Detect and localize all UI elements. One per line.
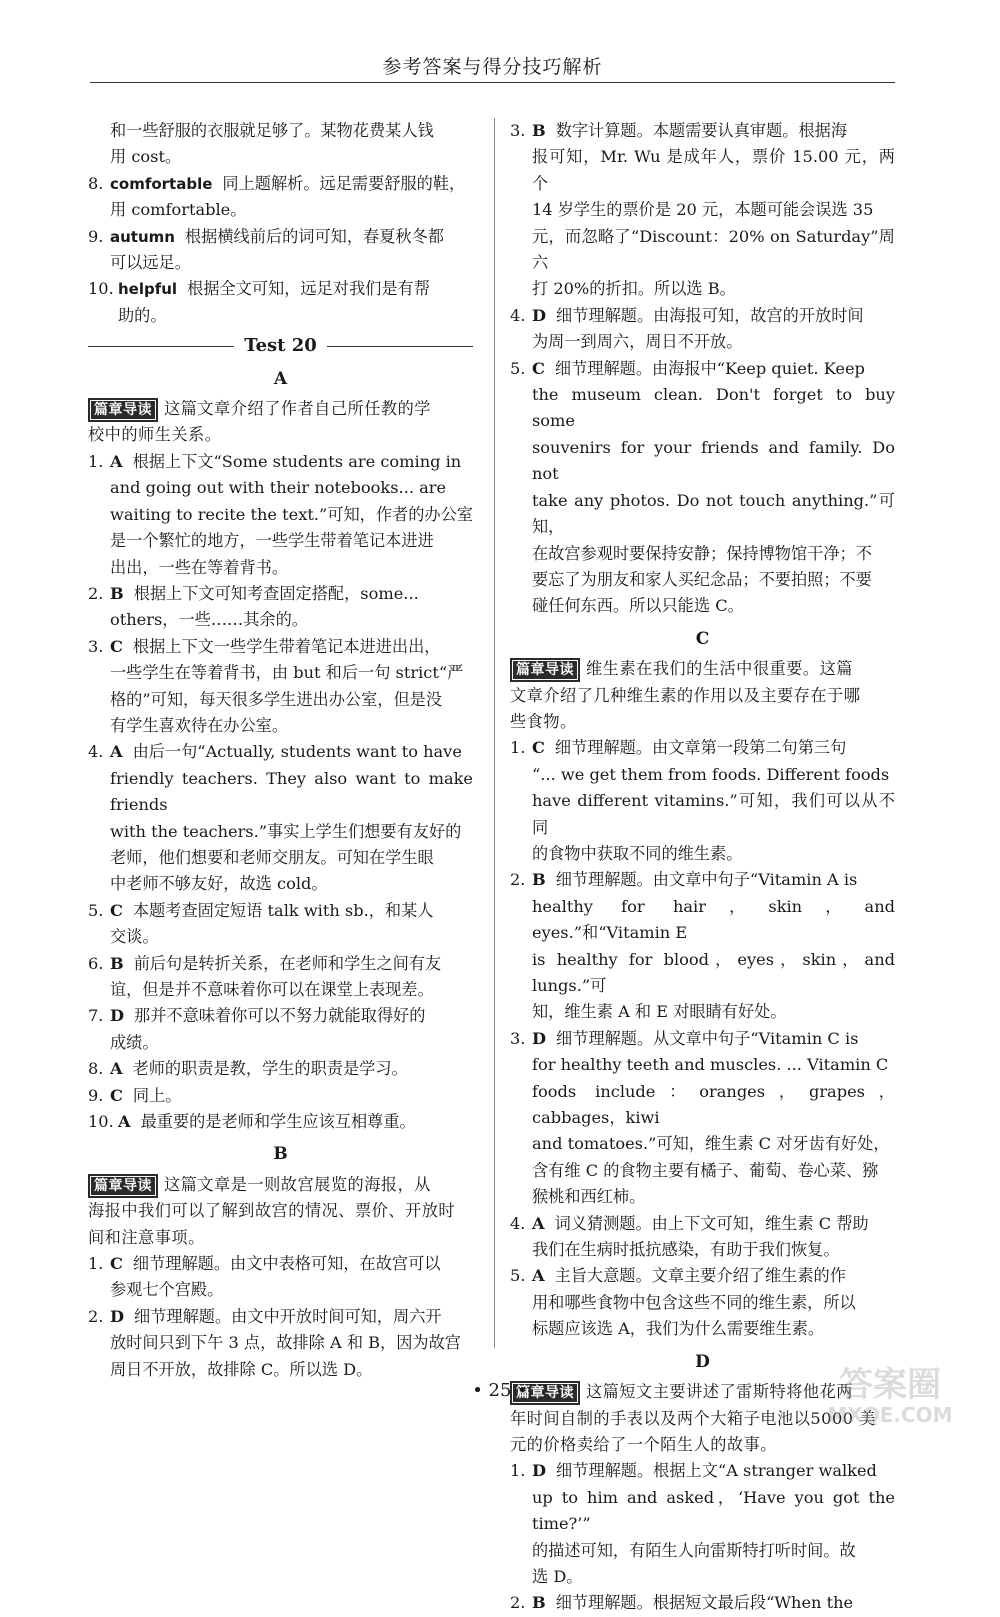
- item-number: 10.: [88, 1112, 114, 1132]
- page-header-title: 参考答案与得分技巧解析: [382, 56, 603, 78]
- watermark-text: 答案圈: [839, 1365, 941, 1405]
- item-line: 有学生喜欢待在办公室。: [110, 715, 289, 735]
- answer-key: C: [532, 738, 545, 758]
- item-line: 可以远足。: [110, 253, 191, 273]
- answer-item: [510, 1263, 895, 1342]
- item-body: [532, 1211, 895, 1264]
- item-line: D 那并不意味着你可以不努力就能取得好的: [110, 1006, 426, 1026]
- item-line: 14 岁学生的票价是 20 元，本题可能会误选 35: [532, 200, 874, 220]
- continuation-line: 用 cost。: [110, 147, 182, 167]
- item-line: 格的”可知，每天很多学生进出办公室，但是没: [110, 689, 443, 709]
- item-body: [110, 1056, 473, 1082]
- answer-key: C: [110, 1085, 123, 1105]
- item-line: C 同上。: [110, 1085, 182, 1105]
- intro-line: 篇章导读 这篇短文主要讲述了雷斯特将他花两: [510, 1379, 895, 1405]
- item-line: 含有维 C 的食物主要有橘子、葡萄、卷心菜、猕: [532, 1160, 879, 1180]
- item-body: [532, 356, 895, 620]
- item-line: 标题应该选 A，我们为什么需要维生素。: [532, 1319, 825, 1339]
- item-line: 在故宫参观时要保持安静；保持博物馆干净；不: [532, 543, 872, 563]
- watermark-sub: MXQE.COM: [827, 1403, 953, 1427]
- item-body: [110, 224, 473, 277]
- section-intro: [510, 656, 895, 735]
- intro-line: 篇章导读 维生素在我们的生活中很重要。这篇: [510, 656, 895, 682]
- title-rule-right: [327, 346, 473, 347]
- item-line: 交谈。: [110, 927, 159, 947]
- item-line: A 老师的职责是教，学生的职责是学习。: [110, 1059, 408, 1079]
- item-body: [110, 1251, 473, 1304]
- item-line: with the teachers.”事实上学生们想要有友好的: [110, 821, 462, 841]
- item-line: up to him and asked，‘Have you got the time?’”: [532, 1487, 895, 1534]
- watermark-logo: [800, 1358, 980, 1428]
- section-intro: [88, 396, 473, 449]
- section-letter: C: [695, 628, 710, 649]
- item-line: 知，维生素 A 和 E 对眼睛有好处。: [532, 1002, 787, 1022]
- item-line: 老师，他们想要和老师交朋友。可知在学生眼: [110, 847, 434, 867]
- answer-item: [510, 1211, 895, 1264]
- item-line: B 细节理解题。根据短文最后段“When the: [532, 1593, 854, 1613]
- item-line: 周日不开放，故排除 C。所以选 D。: [110, 1359, 373, 1379]
- answer-key: C: [110, 1254, 123, 1274]
- guide-badge: 篇章导读: [510, 658, 580, 682]
- item-line: the museum clean. Don't forget to buy some: [532, 385, 895, 431]
- item-line: B 前后句是转折关系，在老师和学生之间有友: [110, 953, 442, 973]
- item-line: waiting to recite the text.”可知，作者的办公室: [110, 504, 473, 524]
- answer-key: C: [110, 636, 123, 656]
- answer-item: [88, 898, 473, 951]
- item-line: 是一个繁忙的地方，一些学生带着笔记本进进: [110, 531, 434, 551]
- section-letter: A: [273, 368, 288, 389]
- item-line: foods include：oranges，grapes，cabbages，kiwi: [532, 1081, 895, 1128]
- item-line: 谊，但是并不意味着你可以在课堂上表现差。: [110, 980, 434, 999]
- item-line: C 细节理解题。由文章第一段第二句第三句: [532, 738, 847, 758]
- intro-line: 年时间自制的手表以及两个大箱子电池以5000 美: [510, 1408, 876, 1428]
- item-body: [110, 449, 473, 581]
- item-line: 打 20%的折扣。所以选 B。: [532, 279, 736, 299]
- test-title: [88, 333, 473, 359]
- section-intro: [88, 1172, 473, 1251]
- item-number: 5.: [88, 900, 104, 920]
- item-number: 2.: [510, 870, 526, 890]
- item-line: D 细节理解题。从文章中句子“Vitamin C is: [532, 1028, 859, 1048]
- item-line: A 根据上下文“Some students are coming in: [110, 451, 462, 471]
- item-number: 8.: [88, 173, 104, 193]
- continuation-line: 和一些舒服的衣服就足够了。某物花费某人钱: [110, 121, 434, 140]
- answer-item: [88, 276, 473, 329]
- answer-item: [510, 303, 895, 356]
- intro-line: 校中的师生关系。: [88, 425, 222, 445]
- item-line: 元，而忽略了“Discount：20% on Saturday”周六: [532, 226, 895, 273]
- answer-item: [88, 1056, 473, 1082]
- answer-item: [88, 224, 473, 277]
- item-number: 9.: [88, 1085, 104, 1105]
- item-number: 2.: [88, 583, 104, 603]
- item-body: [532, 867, 895, 1025]
- item-body: [118, 276, 473, 329]
- item-line: for healthy teeth and muscles. ... Vitamin C: [532, 1055, 889, 1075]
- intro-line: 文章介绍了几种维生素的作用以及主要存在于哪: [510, 685, 861, 705]
- answer-key: B: [110, 583, 124, 603]
- item-number: 1.: [510, 1461, 526, 1481]
- item-number: 3.: [510, 121, 526, 140]
- item-number: 2.: [510, 1593, 526, 1613]
- answer-item: [88, 171, 473, 224]
- answer-item: [88, 634, 473, 740]
- answer-item: [510, 356, 895, 620]
- item-line: 参观七个宫殿。: [110, 1280, 224, 1300]
- item-number: 5.: [510, 1266, 526, 1286]
- left-column: [88, 118, 473, 1383]
- item-number: 5.: [510, 358, 526, 378]
- answer-key: B: [532, 1593, 546, 1613]
- intro-line: 篇章导读 这篇文章介绍了作者自己所任教的学: [88, 396, 473, 422]
- item-line: autumn 根据横线前后的词可知，春夏秋冬都: [110, 226, 444, 246]
- item-line: and tomatoes.”可知，维生素 C 对牙齿有好处，: [532, 1134, 890, 1154]
- intro-line: 海报中我们可以了解到故宫的情况、票价、开放时: [88, 1201, 456, 1221]
- item-line: 助的。: [118, 305, 167, 325]
- item-line: 我们在生病时抵抗感染，有助于我们恢复。: [532, 1240, 840, 1260]
- item-line: 出出，一些在等着背书。: [110, 557, 289, 577]
- item-line: 选 D。: [532, 1566, 583, 1586]
- item-body: [532, 303, 895, 356]
- answer-item: [510, 1026, 895, 1211]
- item-line: souvenirs for your friends and family. Do not: [532, 437, 895, 484]
- item-line: 的食物中获取不同的维生素。: [532, 843, 743, 863]
- answer-item: [510, 1590, 895, 1616]
- answer-key: comfortable: [110, 174, 213, 193]
- item-number: 2.: [88, 1306, 104, 1326]
- answer-key: A: [110, 451, 123, 471]
- answer-key: D: [532, 1028, 547, 1048]
- answer-item: [88, 449, 473, 581]
- intro-line: 间和注意事项。: [88, 1227, 205, 1247]
- answer-key: D: [532, 305, 547, 325]
- intro-line: 元的价格卖给了一个陌生人的故事。: [510, 1434, 777, 1454]
- answer-item: [88, 739, 473, 897]
- test-title-label: Test 20: [244, 335, 317, 357]
- answer-key: A: [110, 742, 123, 762]
- item-line: 为周一到周六，周日不开放。: [532, 332, 743, 352]
- item-number: 10.: [88, 279, 114, 299]
- item-line: “... we get them from foods. Different foods: [532, 764, 890, 784]
- answer-item: [510, 867, 895, 1025]
- item-body: [110, 1083, 473, 1109]
- intro-line: 些食物。: [510, 711, 577, 731]
- item-body: [532, 1590, 895, 1616]
- item-line: C 细节理解题。由文中表格可知，在故宫可以: [110, 1254, 441, 1274]
- intro-line: 篇章导读 这篇文章是一则故宫展览的海报，从: [88, 1172, 473, 1198]
- item-body: [110, 1003, 473, 1056]
- item-line: 用 comfortable。: [110, 200, 247, 220]
- answer-item: [510, 735, 895, 867]
- answer-key: C: [110, 900, 123, 920]
- item-line: comfortable 同上题解析。远足需要舒服的鞋，: [110, 173, 466, 193]
- item-number: 1.: [88, 1254, 104, 1274]
- item-body: [110, 171, 473, 224]
- item-line: 的描述可知，有陌生人向雷斯特打听时间。故: [532, 1540, 856, 1560]
- item-number: 7.: [88, 1006, 104, 1026]
- item-line: have different vitamins.”可知，我们可以从不同: [532, 791, 895, 837]
- answer-key: C: [532, 358, 545, 378]
- item-line: 用和哪些食物中包含这些不同的维生素，所以: [532, 1292, 856, 1312]
- answer-item: [88, 1251, 473, 1304]
- item-line: B 细节理解题。由文章中句子“Vitamin A is: [532, 870, 858, 890]
- header-divider: [90, 82, 895, 83]
- item-line: B 根据上下文可知考查固定搭配，some...: [110, 583, 419, 603]
- answer-key: B: [110, 953, 124, 973]
- item-line: helpful 根据全文可知，远足对我们是有帮: [118, 279, 430, 299]
- answer-item: [88, 1083, 473, 1109]
- item-body: [110, 739, 473, 897]
- guide-badge: 篇章导读: [510, 1381, 580, 1405]
- item-line: 碰任何东西。所以只能选 C。: [532, 596, 744, 616]
- answer-key: B: [532, 870, 546, 890]
- page-number: • 25 •: [472, 1380, 528, 1401]
- item-line: B 数字计算题。本题需要认真审题。根据海: [532, 121, 848, 140]
- item-line: D 细节理解题。由文中开放时间可知，周六开: [110, 1306, 442, 1326]
- section-letter: B: [273, 1144, 288, 1165]
- item-line: take any photos. Do not touch anything.”可知，: [532, 490, 895, 537]
- item-number: 1.: [88, 451, 104, 471]
- item-line: 报可知，Mr. Wu 是成年人，票价 15.00 元，两个: [532, 147, 895, 193]
- item-body: [110, 581, 473, 634]
- item-line: A 主旨大意题。文章主要介绍了维生素的作: [532, 1266, 846, 1286]
- item-line: 一些学生在等着背书，由 but 和后一句 strict“严: [110, 663, 464, 683]
- item-line: is healthy for blood，eyes，skin，and lungs.”可: [532, 949, 895, 995]
- guide-badge: 篇章导读: [88, 1174, 158, 1198]
- item-line: 成绩。: [110, 1032, 159, 1052]
- title-rule-left: [88, 346, 234, 347]
- answer-item: [88, 951, 473, 1004]
- answer-key: A: [110, 1059, 123, 1079]
- answer-key: B: [532, 121, 546, 140]
- item-body: [532, 118, 895, 303]
- section-letter: D: [695, 1351, 710, 1372]
- item-number: 4.: [510, 305, 526, 325]
- item-line: C 本题考查固定短语 talk with sb.，和某人: [110, 900, 434, 920]
- item-number: 8.: [88, 1059, 104, 1079]
- item-number: 6.: [88, 953, 104, 973]
- item-number: 4.: [510, 1213, 526, 1233]
- item-line: C 根据上下文一些学生带着笔记本进进出出，: [110, 636, 441, 656]
- item-body: [110, 898, 473, 951]
- item-body: [118, 1109, 473, 1135]
- item-line: 中老师不够友好，故选 cold。: [110, 874, 328, 894]
- answer-key: autumn: [110, 227, 175, 246]
- item-line: healthy for hair，skin，and eyes.”和“Vitamin E: [532, 896, 895, 943]
- item-line: friendly teachers. They also want to make friends: [110, 768, 473, 815]
- item-body: [532, 1026, 895, 1211]
- item-line: 放时间只到下午 3 点，故排除 A 和 B，因为故宫: [110, 1333, 461, 1353]
- answer-item: [88, 1304, 473, 1383]
- guide-badge: 篇章导读: [88, 398, 158, 422]
- answer-key: D: [110, 1306, 125, 1326]
- item-line: A 最重要的是老师和学生应该互相尊重。: [118, 1112, 416, 1132]
- item-body: [110, 951, 473, 1004]
- item-line: others，一些……其余的。: [110, 610, 308, 630]
- item-line: and going out with their notebooks... are: [110, 478, 447, 498]
- answer-key: D: [532, 1461, 547, 1481]
- answer-key: A: [532, 1266, 545, 1286]
- answer-item: [88, 1003, 473, 1056]
- answer-item: [88, 1109, 473, 1135]
- item-body: [110, 1304, 473, 1383]
- item-line: A 由后一句“Actually, students want to have: [110, 742, 462, 762]
- item-number: 4.: [88, 742, 104, 762]
- item-number: 9.: [88, 226, 104, 246]
- item-number: 3.: [88, 636, 104, 656]
- column-divider: [494, 118, 495, 1348]
- item-line: D 细节理解题。由海报可知，故宫的开放时间: [532, 305, 864, 325]
- item-number: 1.: [510, 738, 526, 758]
- item-line: C 细节理解题。由海报中“Keep quiet. Keep: [532, 358, 865, 378]
- answer-item: [510, 1458, 895, 1590]
- item-body: [532, 735, 895, 867]
- item-line: 猴桃和西红柿。: [532, 1187, 646, 1207]
- answer-key: helpful: [118, 280, 178, 299]
- answer-item: [88, 581, 473, 634]
- item-line: A 词义猜测题。由上下文可知，维生素 C 帮助: [532, 1213, 869, 1233]
- answer-key: A: [532, 1213, 545, 1233]
- answer-key: A: [118, 1112, 131, 1132]
- answer-key: D: [110, 1006, 125, 1026]
- item-body: [532, 1458, 895, 1590]
- answer-item: [510, 118, 895, 303]
- item-body: [532, 1263, 895, 1342]
- item-body: [110, 634, 473, 740]
- item-line: 要忘了为朋友和家人买纪念品；不要拍照；不要: [532, 569, 872, 589]
- item-number: 3.: [510, 1028, 526, 1048]
- item-line: D 细节理解题。根据上文“A stranger walked: [532, 1461, 877, 1481]
